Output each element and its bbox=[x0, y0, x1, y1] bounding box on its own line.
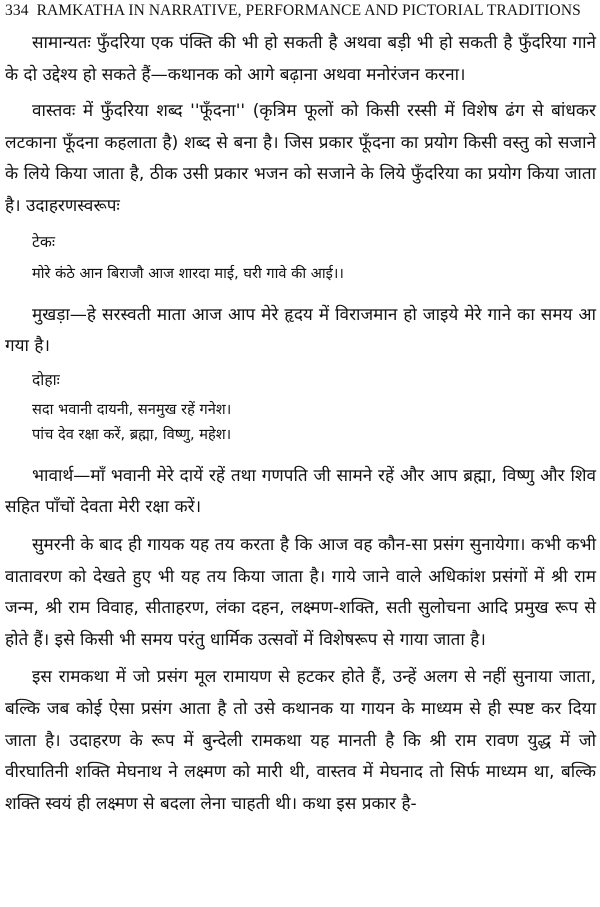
page-number: 334 bbox=[5, 2, 29, 19]
doha-label: दोहाः bbox=[32, 370, 60, 389]
doha-verse-line-2: पांच देव रक्षा करें, ब्रह्मा, विष्णु, महेश। bbox=[32, 425, 232, 443]
paragraph-fundariya-intro: सामान्यतः फुँदरिया एक पंक्ति की भी हो सकती है अथवा बड़ी भी हो सकती है फुँदरिया गाने के दो उद्देश्य हो सकते हैं—कथानक को आगे बढ़ाना अथवा मनोरंजन करना। bbox=[5, 33, 596, 85]
paragraph-mukhda: मुखड़ा—हे सरस्वती माता आज आप मेरे हृदय में विराजमान हो जाइये मेरे गाने का समय आ गया है। bbox=[5, 304, 596, 357]
doha-verse bbox=[32, 397, 596, 447]
doha-verse-line-1: सदा भवानी दायनी, सनमुख रहें गनेश। bbox=[32, 400, 232, 418]
tek-verse-line: मोरे कंठे आन बिराजौ आज शारदा माई, घरी गावे की आई।। bbox=[32, 264, 344, 282]
paragraph-sumarni: सुमरनी के बाद ही गायक यह तय करता है कि आज वह कौन-सा प्रसंग सुनायेगा। कभी कभी वातावरण को देखते हुए भी यह तय किया जाता है। गाये जाने वाले अधिकांश प्रसंगों में श्री राम जन्म, श्री राम विवाह, सीताहरण, लंका दहन, लक्ष्मण-शक्ति, सती सुलोचना आदि प्रमुख रूप से होते हैं। इसे किसी भी समय परंतु धार्मिक उत्सवों में विशेषरूप से गाया जाता है। bbox=[5, 534, 596, 650]
running-header bbox=[5, 0, 596, 22]
tek-verse bbox=[32, 261, 596, 286]
paragraph-fundariya-meaning: वास्तवः में फुँदरिया शब्द ''फूँदना'' (कृत्रिम फूलों को किसी रस्सी में विशेष ढंग से बांधकर लटकाना फूँदना कहलाता है) शब्द से बना है। जिस प्रकार फूँदना का प्रयोग किसी वस्तु को सजाने के लिये किया जाता है, ठीक उसी प्रकार भजन को सजाने के लिये फुँदरिया का प्रयोग किया जाता है। उदाहरणस्वरूपः bbox=[5, 101, 596, 216]
page-body bbox=[5, 28, 596, 827]
paragraph-ramkatha-prasang: इस रामकथा में जो प्रसंग मूल रामायण से हटकर होते हैं, उन्हें अलग से नहीं सुनाया जाता, बल्कि जब कोई ऐसा प्रसंग आता है तो उसे कथानक या गायन के माध्यम से ही स्पष्ट कर दिया जाता है। उदाहरण के रूप में बुन्देली रामकथा यह मानती है कि श्री राम रावण युद्ध में जो वीरघातिनी शक्ति मेघनाथ ने लक्ष्मण को मारी थी, वास्तव में मेघनाद तो सिर्फ माध्यम था, बल्कि शक्ति स्वयं ही लक्ष्मण से बदला लेना चाहती थी। कथा इस प्रकार है- bbox=[5, 667, 596, 814]
paragraph-bhavarth: भावार्थ—माँ भवानी मेरे दायें रहें तथा गणपति जी सामने रहें और आप ब्रह्मा, विष्णु और शिव सहित पाँचों देवता मेरी रक्षा करें। bbox=[5, 465, 596, 518]
tek-label: टेकः bbox=[32, 232, 55, 251]
running-title: RAMKATHA IN NARRATIVE, PERFORMANCE AND PICTORIAL TRADITIONS bbox=[36, 2, 581, 19]
